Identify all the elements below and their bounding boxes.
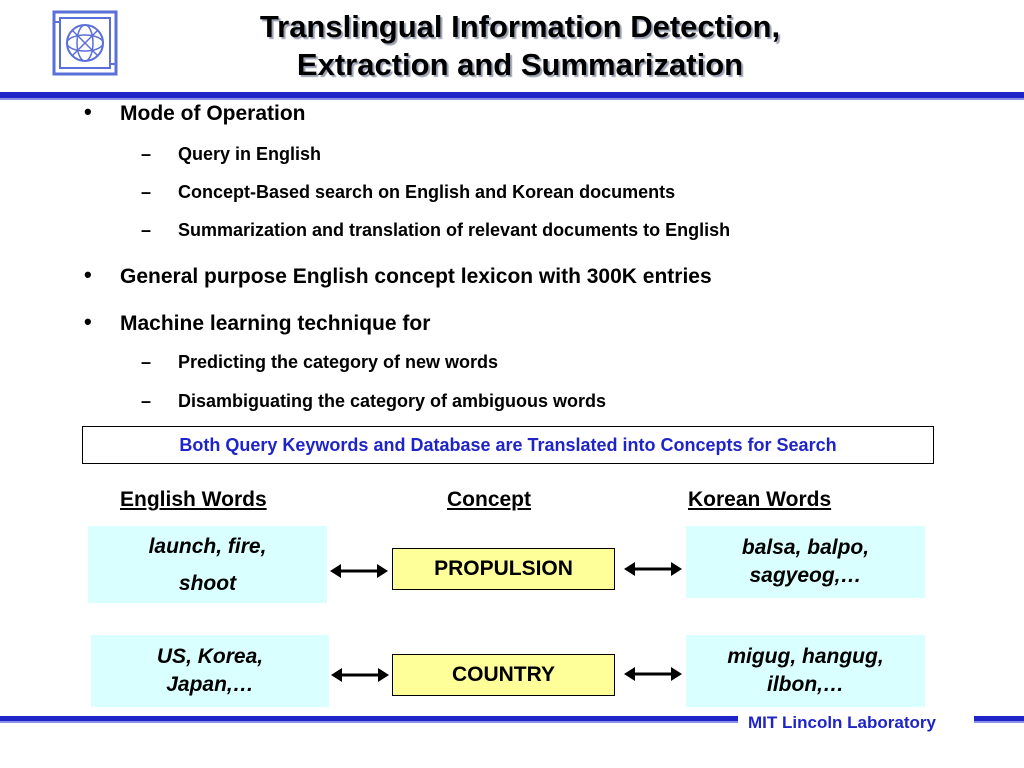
english-words-box xyxy=(88,526,327,603)
sub-bullet-item xyxy=(141,220,731,241)
bullet-text: General purpose English concept lexicon with 300K entries xyxy=(120,265,712,288)
english-words-line: US, Korea, xyxy=(156,645,264,668)
title-line-1: Translingual Information Detection, xyxy=(259,9,781,44)
double-arrow-icon xyxy=(331,667,389,683)
footer-divider-left xyxy=(0,716,738,723)
bullet-text: Machine learning technique for xyxy=(120,312,431,335)
highlight-box: Both Query Keywords and Database are Translated into Concepts for Search xyxy=(82,426,934,464)
footer-label: MIT Lincoln Laboratory xyxy=(748,713,936,732)
dash-icon: – xyxy=(141,352,152,372)
korean-words-line: balsa, balpo, xyxy=(741,536,870,559)
double-arrow-icon xyxy=(330,563,388,579)
dash-icon: – xyxy=(141,182,152,202)
korean-words-header: Korean Words xyxy=(688,488,832,511)
double-arrow-icon xyxy=(624,561,682,577)
sub-bullet-item xyxy=(141,182,676,203)
title-divider xyxy=(0,92,1024,100)
sub-bullet-text: Disambiguating the category of ambiguous words xyxy=(178,391,607,411)
double-arrow-icon xyxy=(624,666,682,682)
english-words-line: shoot xyxy=(178,571,237,595)
sub-bullet-item xyxy=(141,391,607,412)
sub-bullet-text: Query in English xyxy=(178,144,322,164)
bullet-item xyxy=(84,262,712,289)
bullet-icon: • xyxy=(84,262,92,287)
bullet-icon: • xyxy=(84,309,92,334)
concept-box-propulsion: PROPULSION xyxy=(392,548,615,590)
slide-title xyxy=(120,8,920,84)
english-words-line: Japan,… xyxy=(166,673,254,696)
sub-bullet-item xyxy=(141,144,322,165)
bullet-item xyxy=(84,309,431,336)
korean-words-box xyxy=(686,526,925,598)
korean-words-line: migug, hangug, xyxy=(727,645,884,668)
korean-words-line: ilbon,… xyxy=(767,673,844,696)
title-line-2: Extraction and Summarization xyxy=(296,47,744,82)
footer-divider-right xyxy=(974,716,1024,723)
mit-lincoln-lab-logo xyxy=(52,10,118,76)
sub-bullet-text: Summarization and translation of relevant documents to English xyxy=(178,220,731,240)
bullet-icon: • xyxy=(84,99,92,124)
dash-icon: – xyxy=(141,220,152,240)
sub-bullet-text: Predicting the category of new words xyxy=(178,352,499,372)
dash-icon: – xyxy=(141,144,152,164)
concept-box-country: COUNTRY xyxy=(392,654,615,696)
bullet-item xyxy=(84,99,306,126)
english-words-header: English Words xyxy=(120,488,267,511)
sub-bullet-text: Concept-Based search on English and Korean documents xyxy=(178,182,676,202)
korean-words-line: sagyeog,… xyxy=(749,564,862,587)
dash-icon: – xyxy=(141,391,152,411)
korean-words-box xyxy=(686,635,925,707)
sub-bullet-item xyxy=(141,352,499,373)
english-words-line: launch, fire, xyxy=(148,534,267,558)
bullet-text: Mode of Operation xyxy=(120,102,306,125)
concept-header: Concept xyxy=(447,488,531,511)
english-words-box xyxy=(91,635,329,707)
